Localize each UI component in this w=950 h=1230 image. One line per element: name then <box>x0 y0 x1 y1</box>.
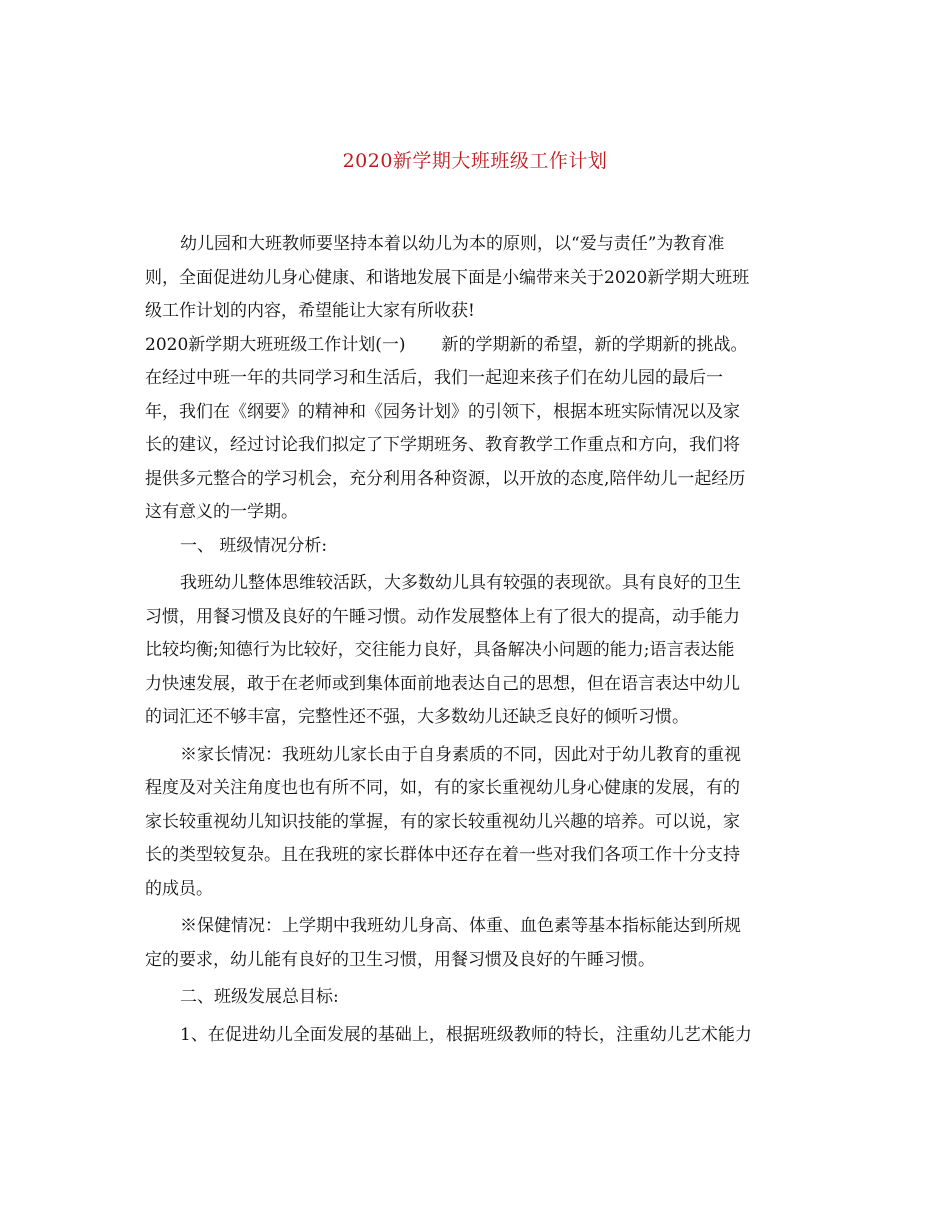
paragraph-line: 年，我们在《纲要》的精神和《园务计划》的引领下，根据本班实际情况以及家 <box>145 401 740 422</box>
paragraph-line: 长的建议，经过讨论我们拟定了下学期班务、教育教学工作重点和方向，我们将 <box>145 435 740 455</box>
paragraph-line: 级工作计划的内容，希望能让大家有所收获! <box>145 301 475 321</box>
paragraph-line: 提供多元整合的学习机会，充分利用各种资源，以开放的态度,陪伴幼儿一起经历 <box>145 468 746 489</box>
paragraph-line: 习惯，用餐习惯及良好的午睡习惯。动作发展整体上有了很大的提高，动手能力 <box>145 606 740 627</box>
paragraph-line: 我班幼儿整体思维较活跃，大多数幼儿具有较强的表现欲。具有良好的卫生 <box>180 573 741 593</box>
section-heading: 2020新学期大班班级工作计划(一) <box>145 334 406 355</box>
paragraph-line: 家长较重视幼儿知识技能的掌握，有的家长较重视幼儿兴趣的培养。可以说，家 <box>145 811 740 832</box>
paragraph-line: 在经过中班一年的共同学习和生活后，我们一起迎来孩子们在幼儿园的最后一 <box>145 368 723 388</box>
paragraph-line: 这有意义的一学期。 <box>145 502 298 522</box>
section-heading-line <box>145 329 815 363</box>
section-heading: 一、 班级情况分析: <box>180 535 328 556</box>
paragraph-line: 幼儿园和大班教师要坚持本着以幼儿为本的原则，以“爱与责任”为教育准 <box>180 234 725 254</box>
paragraph-line: 1、在促进幼儿全面发展的基础上，根据班级教师的特长，注重幼儿艺术能力 <box>180 1024 752 1045</box>
paragraph-line: 定的要求，幼儿能有良好的卫生习惯，用餐习惯及良好的午睡习惯。 <box>145 949 655 970</box>
paragraph-line: ※保健情况：上学期中我班幼儿身高、体重、血色素等基本指标能达到所规 <box>180 916 741 936</box>
paragraph-text: 新的学期新的希望，新的学期新的挑战。 <box>441 334 748 355</box>
paragraph-line: 的词汇还不够丰富，完整性还不强，大多数幼儿还缺乏良好的倾听习惯。 <box>145 707 689 727</box>
paragraph-line: 力快速发展，敢于在老师或到集体面前地表达自己的思想，但在语言表达中幼儿 <box>145 673 740 694</box>
paragraph-line: ※家长情况：我班幼儿家长由于自身素质的不同，因此对于幼儿教育的重视 <box>180 744 741 765</box>
paragraph-line: 的成员。 <box>145 878 213 899</box>
paragraph-line: 比较均衡;知德行为比较好，交往能力良好，具备解决小问题的能力;语言表达能 <box>145 640 735 660</box>
paragraph-line: 程度及对关注角度也也有所不同，如，有的家长重视幼儿身心健康的发展，有的 <box>145 778 740 798</box>
paragraph-line: 长的类型较复杂。且在我班的家长群体中还存在着一些对我们各项工作十分支持 <box>145 845 740 865</box>
paragraph-line: 则，全面促进幼儿身心健康、和谐地发展下面是小编带来关于2020新学期大班班 <box>145 267 750 288</box>
section-heading: 二、班级发展总目标: <box>180 987 339 1007</box>
document-title: 2020新学期大班班级工作计划 <box>342 150 608 172</box>
document-body <box>145 228 815 1052</box>
